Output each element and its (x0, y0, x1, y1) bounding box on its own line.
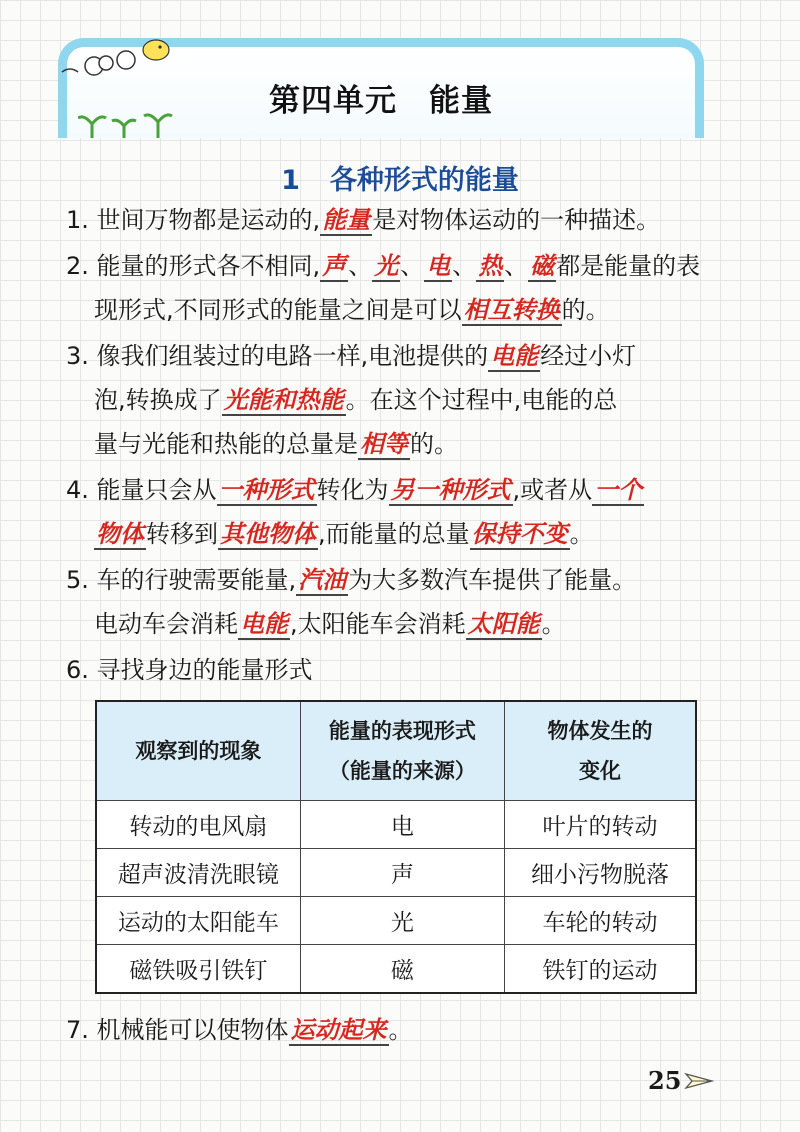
q5-text-4: ,太阳能车会消耗 (290, 610, 466, 638)
paper-plane-icon (684, 1070, 714, 1092)
q2-sep-4: 、 (504, 252, 529, 280)
table-row (96, 801, 696, 849)
q4-answer-5: 其他物体 (220, 519, 316, 548)
q5-text-1: 车的行驶需要能量, (96, 566, 297, 594)
q1-text-2: 是对物体运动的一种描述。 (372, 206, 661, 234)
q2-number: 2. (66, 252, 89, 280)
q5-text-2: 为大多数汽车提供了能量。 (348, 566, 637, 594)
q7-text-2: 。 (388, 1016, 413, 1044)
table-header-row (96, 701, 696, 801)
q5-number: 5. (66, 566, 89, 594)
q4-text-6: 。 (569, 520, 594, 548)
q3-text-6: 的。 (410, 430, 458, 458)
q5-answer-3: 太阳能 (467, 609, 540, 638)
header-energy-form (300, 701, 504, 801)
q2-answer-mutual-conversion: 相互转换 (463, 295, 560, 324)
q2-sep-2: 、 (400, 252, 425, 280)
q2-text-2: 都是能量的表 (556, 252, 701, 280)
q5-text-3: 电动车会消耗 (94, 610, 238, 638)
q2-text-1: 能量的形式各不相同, (96, 252, 321, 280)
cloud-chick-decoration-icon (60, 36, 180, 86)
cell-change: 车轮的转动 (504, 897, 696, 945)
q4-text-5: ,而能量的总量 (318, 520, 470, 548)
header-energy-form-line2: （能量的来源） (328, 759, 476, 783)
q4-text-2: 转化为 (316, 476, 389, 504)
q4-answer-6: 保持不变 (471, 519, 568, 548)
q2-answer-heat: 热 (478, 251, 503, 280)
q2-text-3: 现形式,不同形式的能量之间是可以 (94, 296, 462, 324)
header-object-change (504, 701, 696, 801)
question-4 (66, 468, 644, 556)
header-object-change-line2: 变化 (578, 759, 621, 783)
question-3 (66, 334, 636, 466)
table-row (96, 945, 696, 994)
q4-answer-3: 一个 (594, 475, 643, 504)
cell-energy: 电 (300, 801, 504, 849)
q2-answer-magnetism: 磁 (530, 251, 555, 280)
header-object-change-line1: 物体发生的 (547, 719, 653, 743)
q2-answer-sound: 声 (322, 251, 347, 280)
question-5 (66, 558, 636, 646)
q3-text-1: 像我们组装过的电路一样,电池提供的 (96, 342, 489, 370)
q6-text: 寻找身边的能量形式 (96, 656, 313, 684)
q1-text-1: 世间万物都是运动的, (96, 206, 321, 234)
question-1 (66, 198, 660, 242)
table-row (96, 849, 696, 897)
question-6 (66, 648, 313, 692)
q1-answer-1: 能量 (322, 205, 371, 234)
sprouts-decoration-icon (78, 106, 178, 140)
cell-change: 细小污物脱落 (504, 849, 696, 897)
q5-answer-1: 汽油 (298, 565, 347, 594)
q2-text-4: 的。 (561, 296, 610, 324)
q7-answer-1: 运动起来 (290, 1015, 387, 1044)
header-phenomenon: 观察到的现象 (96, 701, 300, 801)
q2-sep-1: 、 (348, 252, 373, 280)
q2-answer-light: 光 (374, 251, 399, 280)
q3-text-3: 泡,转换成了 (94, 386, 222, 414)
cell-change: 铁钉的运动 (504, 945, 696, 994)
q3-answer-2: 光能和热能 (223, 385, 344, 414)
q3-number: 3. (66, 342, 89, 370)
q5-answer-2: 电能 (240, 609, 288, 638)
section-number: 1 (281, 165, 300, 196)
question-7 (66, 1008, 413, 1052)
q4-number: 4. (66, 476, 89, 504)
q5-text-5: 。 (541, 610, 566, 638)
q2-answer-electricity: 电 (426, 251, 451, 280)
q6-number: 6. (66, 656, 89, 684)
question-2 (66, 244, 700, 332)
cell-phenomenon: 超声波清洗眼镜 (96, 849, 300, 897)
cell-phenomenon: 运动的太阳能车 (96, 897, 300, 945)
q1-number: 1. (66, 206, 89, 234)
section-title (0, 158, 800, 197)
table-row (96, 897, 696, 945)
q4-text-3: ,或者从 (512, 476, 593, 504)
q4-text-4: 转移到 (146, 520, 218, 548)
q3-answer-3: 相等 (360, 429, 408, 458)
cell-energy: 光 (300, 897, 504, 945)
q4-answer-1: 一种形式 (218, 475, 315, 504)
q4-answer-4: 物体 (96, 519, 144, 548)
q3-text-2: 经过小灯 (540, 342, 637, 370)
energy-forms-table (95, 700, 697, 994)
cell-change: 叶片的转动 (504, 801, 696, 849)
cell-energy: 声 (300, 849, 504, 897)
header-energy-form-line1: 能量的表现形式 (328, 719, 476, 743)
q3-answer-1: 电能 (490, 341, 539, 370)
q7-number: 7. (66, 1016, 89, 1044)
unit-title: 第四单元 能量 (269, 83, 493, 119)
q4-answer-2: 另一种形式 (390, 475, 511, 504)
section-title-text: 各种形式的能量 (329, 165, 519, 196)
q2-sep-3: 、 (452, 252, 477, 280)
q3-text-4: 。在这个过程中,电能的总 (345, 386, 618, 414)
cell-phenomenon: 转动的电风扇 (96, 801, 300, 849)
q7-text-1: 机械能可以使物体 (96, 1016, 289, 1044)
page-number: 25 (648, 1066, 682, 1095)
cell-phenomenon: 磁铁吸引铁钉 (96, 945, 300, 994)
q3-text-5: 量与光能和热能的总量是 (94, 430, 358, 458)
cell-energy: 磁 (300, 945, 504, 994)
q4-text-1: 能量只会从 (96, 476, 217, 504)
